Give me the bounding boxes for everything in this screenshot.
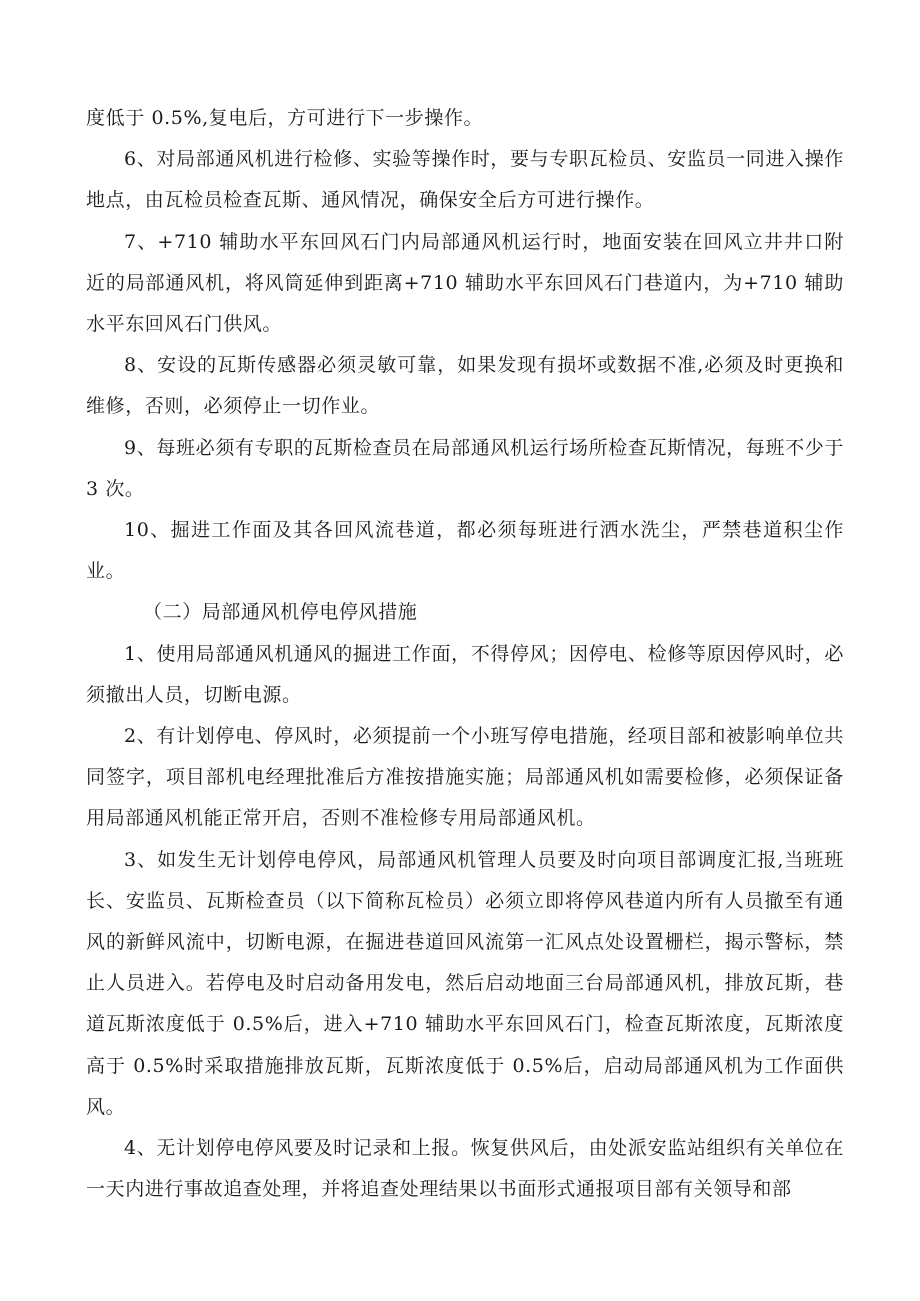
paragraph-item-9: 9、每班必须有专职的瓦斯检查员在局部通风机运行场所检查瓦斯情况，每班不少于 3 次。 — [86, 436, 844, 500]
paragraph-continuation: 度低于 0.5%,复电后，方可进行下一步操作。 — [86, 107, 484, 129]
paragraph-item-10: 10、掘进工作面及其各回风流巷道，都必须每班进行洒水洗尘，严禁巷道积尘作业。 — [86, 519, 844, 583]
paragraph-item-7: 7、+710 辅助水平东回风石门内局部通风机运行时，地面安装在回风立井井口附近的局部通风机，将风筒延伸到距离+710 辅助水平东回风石门巷道内，为+710 辅助水平东回风石门供风。 — [86, 230, 844, 336]
section-paragraph-4: 4、无计划停电停风要及时记录和上报。恢复供风后，由处派安监站组织有关单位在一天内进行事故追查处理，并将追查处理结果以书面形式通报项目部有关领导和部 — [86, 1137, 844, 1201]
section-paragraph-1: 1、使用局部通风机通风的掘进工作面，不得停风；因停电、检修等原因停风时，必须撤出人员，切断电源。 — [86, 642, 844, 706]
paragraph-item-8: 8、安设的瓦斯传感器必须灵敏可靠，如果发现有损坏或数据不准,必须及时更换和维修，否则，必须停止一切作业。 — [86, 354, 844, 418]
section-paragraph-3: 3、如发生无计划停电停风，局部通风机管理人员要及时向项目部调度汇报,当班班长、安监员、瓦斯检查员（以下简称瓦检员）必须立即将停风巷道内所有人员撤至有通风的新鲜风流中，切断电源，在掘进巷道回风流第一汇风点处设置栅栏，揭示警标，禁止人员进入。若停电及时启动备用发电，然后启动地面三台局部通风机，排放瓦斯，巷道瓦斯浓度低于 0.5%后，进入+710 辅助水平东回风石门，检查瓦斯浓度，瓦斯浓度高于 0.5%时采取措施排放瓦斯，瓦斯浓度低于 0.5%后，启动局部通风机为工作面供风。 — [86, 848, 844, 1118]
section-heading: （二）局部通风机停电停风措施 — [143, 601, 418, 624]
paragraph-item-6: 6、对局部通风机进行检修、实验等操作时，要与专职瓦检员、安监员一同进入操作地点，由瓦检员检查瓦斯、通风情况，确保安全后方可进行操作。 — [86, 148, 844, 212]
section-paragraph-2: 2、有计划停电、停风时，必须提前一个小班写停电措施，经项目部和被影响单位共同签字，项目部机电经理批准后方准按措施实施；局部通风机如需要检修，必须保证备用局部通风机能正常开启，否则不准检修专用局部通风机。 — [86, 725, 844, 830]
